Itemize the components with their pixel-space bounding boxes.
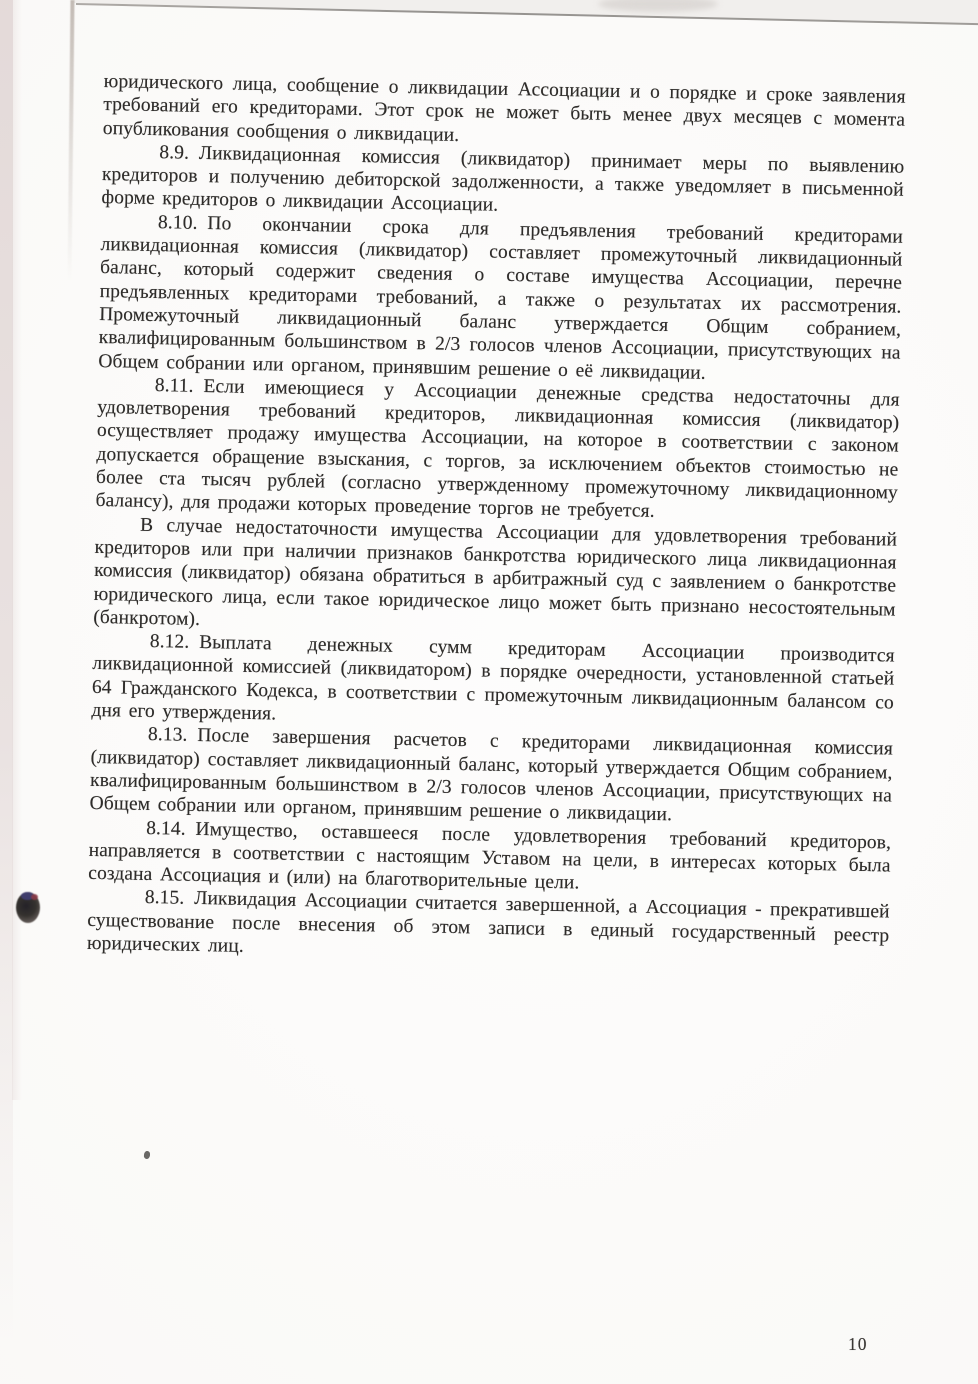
paragraph-8-12: 8.12. Выплата денежных сумм кредиторам Ассоциации производится ликвидационной комиссией (ликвидатором) в порядке очередности, установленной статьей 64 Гражданского Кодекса, в соответствии с промежуточным ликвидационным балансом со дня его утверждения. — [91, 631, 895, 725]
binder-hole-mark — [16, 892, 40, 923]
paragraph-8-11: 8.11. Если имеющиеся у Ассоциации денежные средства недостаточны для удовлетворения требований кредиторов, ликвидационная комиссия (ликвидатор) осуществляет продажу имущества Ассоциации, на которое в соответствии с законом допускается обращение взыскания, с торгов, за исключением объектов стоимостью не более ста тысяч рублей (согласно утвержденному промежуточному ликвидационному балансу), для продажи которых проведение торгов не требуется. — [95, 374, 900, 523]
paragraph-8-9: 8.9. Ликвидационная комиссия (ликвидатор) принимает меры по выявлению кредиторов и получению дебиторской задолженности, а также уведомляет в письменной форме кредиторов о ликвидации Ассоциации. — [101, 141, 905, 217]
paragraph-8-13: 8.13. После завершения расчетов с кредиторами ликвидационная комиссия (ликвидатор) составляет ликвидационный баланс, который утверждается Общим собранием, квалифицированным большинством в 2/3 голосов членов Ассоциации, присутствующих на Общем собрании или органом, принявшим решение о ликвидации. — [89, 724, 894, 826]
paragraph-continuation: юридического лица, сообщение о ликвидации Ассоциации и о порядке и сроке заявления требований его кредиторами. Этот срок не может быть менее двух месяцев с момента опубликования сообщения о ликвидации. — [102, 70, 906, 146]
paragraph-8-10: 8.10. По окончании срока для предъявления требований кредиторами ликвидационная комиссия (ликвидатор) составляет промежуточный ликвидационный баланс, который содержит сведения о составе имущества Ассоциации, перечне предъявленных кредиторами требований, а также о результатах их рассмотрения. Промежуточный ликвидационный баланс утверждается Общим собранием, квалифицированным большинством в 2/3 голосов членов Ассоциации, присутствующих на Общем собрании или органом, принявшим решение о её ликвидации. — [98, 211, 904, 384]
paragraph-8-15: 8.15. Ликвидация Ассоциации считается завершенной, а Ассоциация - прекратившей существование после внесения об этом записи в единый государственный реестр юридических лиц. — [86, 887, 890, 957]
paragraph-8-14: 8.14. Имущество, оставшееся после удовлетворения требований кредиторов, направляется в соответствии с настоящим Уставом на цели, в интересах которых была создана Ассоциация и (или) на благотворительные цели. — [88, 817, 892, 894]
document-text-block — [87, 70, 906, 971]
paragraph-8-11-bankruptcy-note: В случае недостаточности имущества Ассоциации для удовлетворения требований кредиторов или при наличии признаков банкротства юридического лица ликвидационная комиссия (ликвидатор) обязана обратиться в арбитражный суд с заявлением о банкротстве юридического лица, если такое юридическое лицо может быть признано несостоятельным (банкротом). — [93, 514, 898, 630]
underlying-sheet-edge — [68, 0, 75, 280]
ink-speck — [143, 1151, 150, 1160]
left-scan-band-soft — [12, 0, 22, 1100]
page-number: 10 — [848, 1334, 868, 1354]
